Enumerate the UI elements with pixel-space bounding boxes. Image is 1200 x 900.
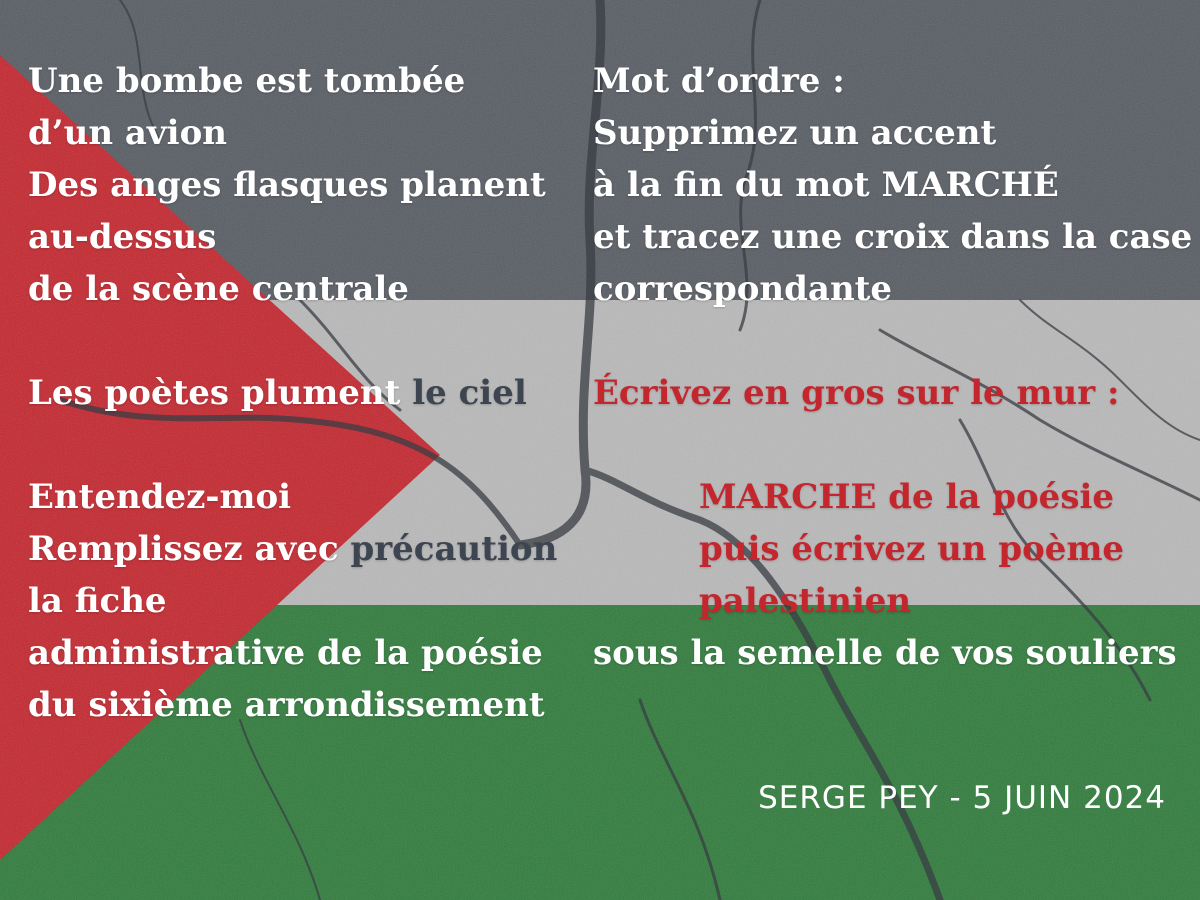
right-poem-column	[593, 55, 1192, 679]
poem-line: sous la semelle de vos souliers	[593, 633, 1177, 673]
poem-line-part-dark: précaution	[338, 529, 558, 569]
poem-line-red: Écrivez en gros sur le mur :	[593, 373, 1120, 413]
poem-line: Supprimez un accent	[593, 113, 997, 153]
poem-line: au-dessus	[28, 217, 217, 257]
stanza-break	[593, 419, 1192, 471]
poem-line-red: MARCHE de la poésie	[699, 477, 1115, 517]
poem-line-part: Les poètes plument	[28, 373, 401, 413]
poem-line-part-dark: le ciel	[400, 373, 527, 413]
stanza-break	[28, 419, 557, 471]
poem-line: Une bombe est tombée	[28, 61, 466, 101]
poem-line: de la scène centrale	[28, 269, 409, 309]
poem-line: à la fin du mot MARCHÉ	[593, 165, 1059, 205]
poem-line: et tracez une croix dans la case	[593, 217, 1193, 257]
stanza-break	[28, 315, 557, 367]
poem-line	[28, 523, 557, 575]
poem-line: administrative de la poésie	[28, 633, 543, 673]
author-signature: SERGE PEY - 5 JUIN 2024	[758, 780, 1166, 816]
poem-line-red: puis écrivez un poème	[699, 529, 1125, 569]
poem-line: Entendez-moi	[28, 477, 292, 517]
poem-line: la fiche	[28, 581, 167, 621]
poem-line: Mot d’ordre :	[593, 61, 845, 101]
poem-line	[28, 367, 557, 419]
poem-line: Des anges flasques planent	[28, 165, 546, 205]
poem-line: correspondante	[593, 269, 893, 309]
poem-line-part: Remplissez avec	[28, 529, 339, 569]
poem-line: d’un avion	[28, 113, 227, 153]
left-poem-column	[28, 55, 557, 731]
poem-line-red: palestinien	[699, 581, 912, 621]
stanza-break	[593, 315, 1192, 367]
poem-line: du sixième arrondissement	[28, 685, 545, 725]
